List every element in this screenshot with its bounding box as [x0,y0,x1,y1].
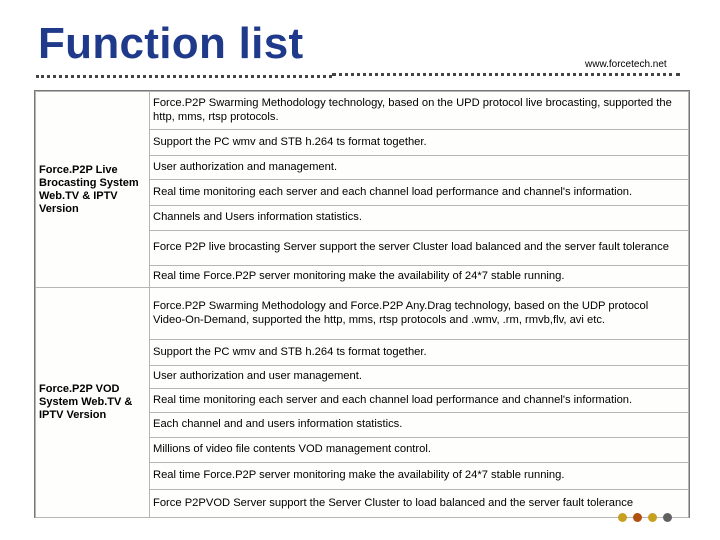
feature-cell: Real time monitoring each server and each channel load performance and channel's information. [150,389,689,413]
feature-cell: User authorization and management. [150,156,689,180]
table-row [36,288,689,340]
feature-cell: Force P2PVOD Server support the Server Cluster to load balanced and the server fault tolerance [150,490,689,518]
title-divider-left [36,75,332,78]
watermark-dot-icon [663,513,672,522]
feature-cell: Support the PC wmv and STB h.264 ts format together. [150,340,689,366]
feature-cell: Real time monitoring each server and each channel load performance and channel's information. [150,180,689,206]
watermark-dot-icon [618,513,627,522]
section-head-vod: Force.P2P VOD System Web.TV & IPTV Version [36,288,150,518]
feature-cell: Channels and Users information statistics. [150,206,689,231]
feature-cell: Each channel and and users information statistics. [150,413,689,438]
watermark-dot-icon [633,513,642,522]
function-table [34,90,690,518]
feature-cell: Force.P2P Swarming Methodology and Force.P2P Any.Drag technology, based on the UDP protocol Video-On-Demand, supported the http, mms, rtsp protocols and .wmv, .rm, rmvb,flv, avi etc. [150,288,689,340]
feature-cell: Real time Force.P2P server monitoring make the availability of 24*7 stable running. [150,463,689,490]
feature-cell: Millions of video file contents VOD management control. [150,438,689,463]
table-row [36,92,689,130]
title-divider-right [332,73,680,76]
section-head-live: Force.P2P Live Brocasting System Web.TV & IPTV Version [36,92,150,288]
feature-cell: Force.P2P Swarming Methodology technology, based on the UPD protocol live brocasting, supported the http, mms, rtsp protocols. [150,92,689,130]
feature-cell: Real time Force.P2P server monitoring make the availability of 24*7 stable running. [150,266,689,288]
watermark-dot-icon [648,513,657,522]
slide-title: Function list [38,19,304,68]
feature-cell: Force P2P live brocasting Server support the server Cluster load balanced and the server fault tolerance [150,231,689,266]
feature-cell: User authorization and user management. [150,366,689,389]
feature-cell: Support the PC wmv and STB h.264 ts format together. [150,130,689,156]
watermark-dots [618,513,672,522]
site-url: www.forcetech.net [585,59,667,70]
